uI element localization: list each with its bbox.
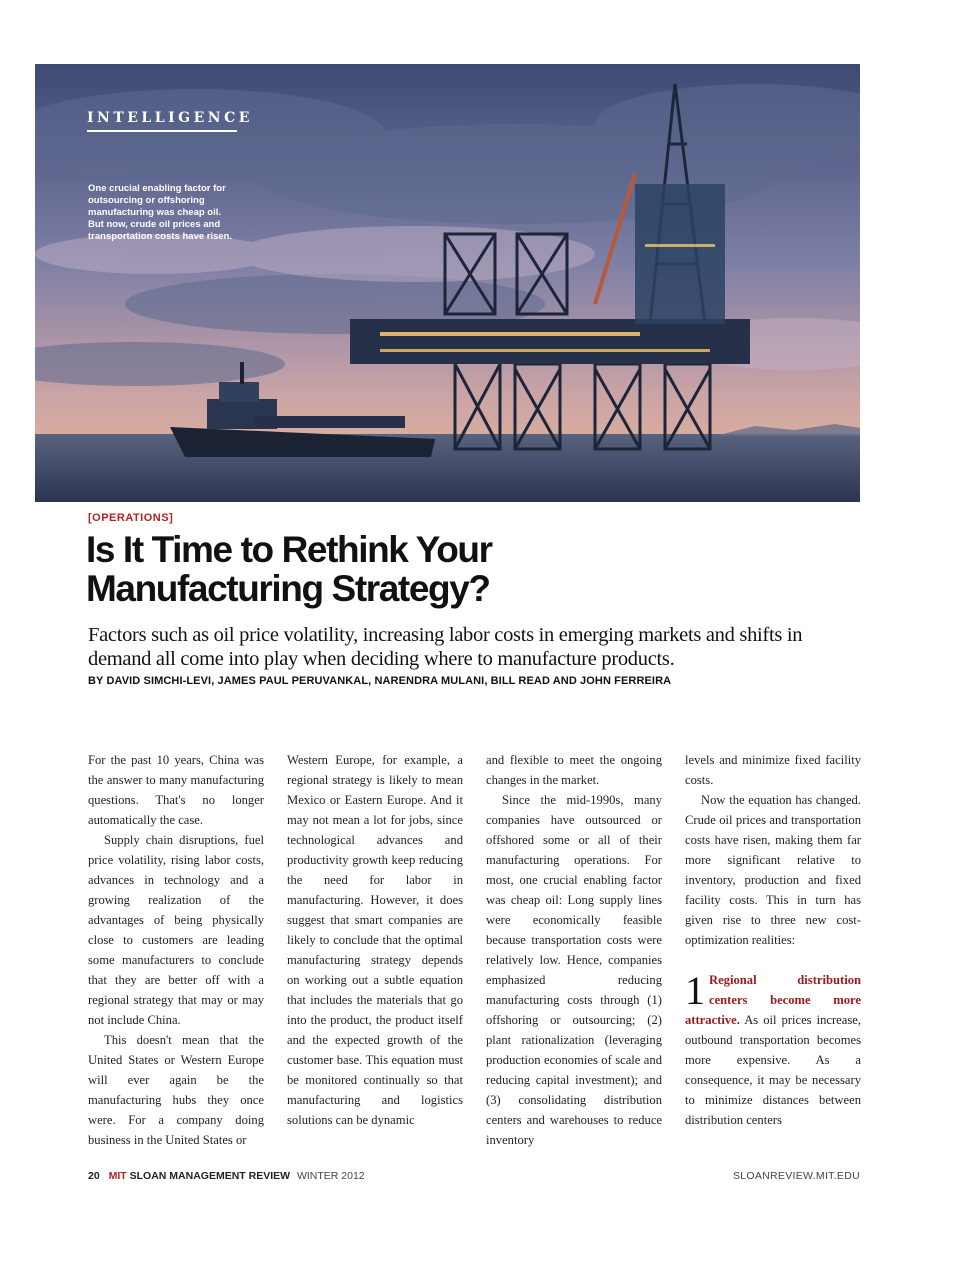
article-column-3 [486, 750, 662, 1150]
paragraph: For the past 10 years, China was the answer to many manufacturing questions. That's no longer automatically the case. [88, 753, 264, 827]
paragraph: Supply chain disruptions, fuel price volatility, rising labor costs, advances in technology and a growing realization of the advantages of being physically close to customers are leading some manufacturers to conclude that they are better off with a regional strategy that may or may not include China. [88, 833, 264, 1027]
article-column-2 [287, 750, 463, 1130]
point-number: 1 [685, 968, 705, 1013]
paragraph: This doesn't mean that the United States or Western Europe will ever again be the manufacturing hubs they once were. For a company doing business in the United States or [88, 1033, 264, 1147]
publication-mit: MIT [108, 1170, 127, 1182]
headline-line-1: Is It Time to Rethink Your [86, 529, 492, 570]
article-column-1 [88, 750, 264, 1150]
issue-date: WINTER 2012 [296, 1170, 365, 1182]
headline-line-2: Manufacturing Strategy? [86, 568, 490, 609]
publication-name: SLOAN MANAGEMENT REVIEW [129, 1170, 291, 1182]
photo-caption: One crucial enabling factor for outsourcing or offshoring manufacturing was cheap oil. But now, crude oil prices and transportation costs have risen. [88, 183, 233, 242]
footer-website: SLOANREVIEW.MIT.EDU [732, 1170, 860, 1182]
paragraph: levels and minimize fixed facility costs. [685, 753, 861, 787]
page-number: 20 [88, 1170, 100, 1182]
footer-folio [88, 1170, 365, 1182]
byline: BY DAVID SIMCHI-LEVI, JAMES PAUL PERUVANKAL, NARENDRA MULANI, BILL READ AND JOHN FERREIRA [88, 675, 672, 687]
section-label: INTELLIGENCE [87, 110, 253, 126]
headline [86, 530, 846, 608]
paragraph: Since the mid-1990s, many companies have outsourced or offshored some or all of their manufacturing operations. For most, one crucial enabling factor was cheap oil: Long supply lines were economically feasible because transportation costs were relatively low. Hence, companies emphasized reducing manufacturing costs through (1) offshoring or outsourcing; (2) plant rationalization (leveraging production economies of scale and reducing capital investment); and (3) consolidating distribution centers and warehouses to reduce inventory [486, 793, 662, 1147]
point-text: As oil prices increase, outbound transportation becomes more expensive. As a consequence, it may be necessary to minimize distances between distribution centers [685, 1013, 861, 1127]
department-kicker: [OPERATIONS] [88, 512, 174, 524]
paragraph: and flexible to meet the ongoing changes in the market. [486, 753, 662, 787]
numbered-point [685, 970, 861, 1130]
dek: Factors such as oil price volatility, increasing labor costs in emerging markets and shifts in demand all come into play when deciding where to manufacture products. [88, 624, 803, 670]
section-rule [87, 130, 237, 132]
article-column-4 [685, 750, 861, 1130]
paragraph: Western Europe, for example, a regional strategy is likely to mean Mexico or Eastern Europe. And it may not mean a lot for jobs, since technological advances and productivity growth keep reducing the need for labor in manufacturing. However, it does suggest that smart companies are likely to conclude that the optimal manufacturing strategy depends on working out a subtle equation that includes the materials that go into the product, the product itself and the expected growth of the customer base. This equation must be monitored continually so that manufacturing and logistics solutions can be dynamic [287, 753, 463, 1127]
paragraph: Now the equation has changed. Crude oil prices and transportation costs have risen, making them far more significant relative to inventory, production and fixed facility costs. This in turn has given rise to three new cost-optimization realities: [685, 793, 861, 947]
point-lead: Regional distribution centers become more attractive. [685, 973, 861, 1027]
